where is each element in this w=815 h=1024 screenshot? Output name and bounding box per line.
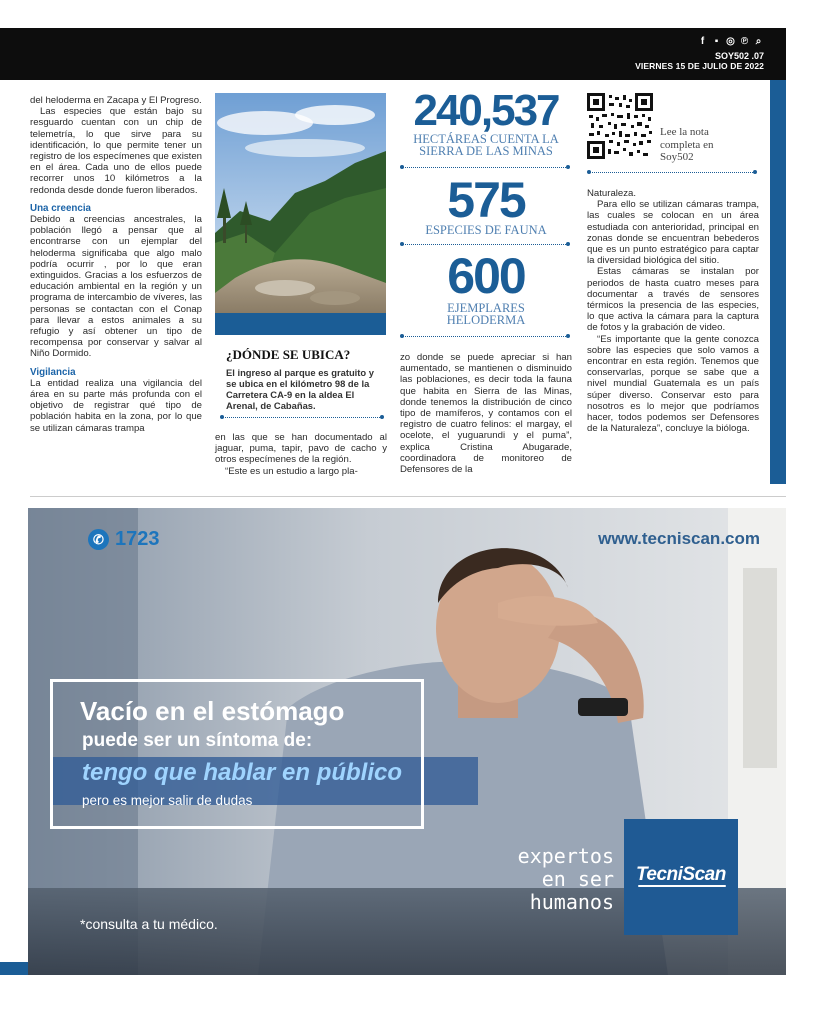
subheading: Una creencia	[30, 202, 91, 214]
accent-bar	[770, 80, 786, 484]
paragraph: Debido a creencias ancestrales, la población llegó a pensar que al encontrarse con un ejemplar del heloderma significaba que algo malo podría ocurrir , por lo que eran extinguidos. Gracias a los esfuerzos de educación ambiental en la región y un programa de intercambio de víveres, las personas se contactan con el Conap para llevar a estos animales a su refugio y así obtener un tipo de recompensa por conservar y salvar al Niño Dormido.	[30, 214, 202, 360]
article-column-4	[587, 188, 759, 434]
facebook-icon[interactable]: f	[700, 36, 705, 47]
stat-value-hectares: 240,537	[413, 86, 559, 135]
issue-date: VIERNES 15 DE JULIO DE 2022	[635, 61, 764, 71]
location-text: El ingreso al parque es gratuito y se ubica en el kilómetro 98 de la Carretera CA-9 en la aldea El Arenal, de Cabañas.	[226, 367, 374, 411]
subheading: Vigilancia	[30, 366, 76, 378]
dotted-divider	[589, 172, 755, 173]
paragraph: La entidad realiza una vigilancia del área en su parte más profunda con el objetivo de registrar qué tipo de población habita en la zona, por lo que se utilizan cámaras trampa	[30, 377, 202, 434]
paragraph: del heloderma en Zacapa y El Progreso.	[30, 95, 202, 106]
article-column-1	[30, 95, 202, 434]
ad-subheadline: puede ser un síntoma de:	[82, 730, 313, 751]
photo-caption-bar	[215, 313, 386, 335]
article-column-2	[215, 432, 387, 477]
article-column-3	[400, 352, 572, 475]
ad-highlight-text: tengo que hablar en público	[82, 759, 403, 786]
paragraph: Para ello se utilizan cámaras trampa, las cuales se colocan en un área estudiada con anterioridad, principal en zonas donde se encuentran bebederos que es un punto estratégico para captar la diversidad biológica del sitio.	[587, 199, 759, 267]
stat-label-heloderma: EJEMPLARES HELODERMA	[446, 301, 526, 327]
stat-label-hectares: HECTÁREAS CUENTA LA SIERRA DE LAS MINAS	[413, 132, 559, 158]
phone-icon: ✆	[88, 529, 109, 550]
brand-logo: TecniScan	[636, 864, 726, 885]
ad-tagline: expertos en ser humanos	[517, 844, 614, 914]
ad-phone[interactable]: ✆ 1723	[88, 528, 160, 551]
dotted-divider	[402, 336, 568, 337]
ad-website-link[interactable]: www.tecniscan.com	[598, 529, 760, 548]
twitter-icon[interactable]: ▪	[714, 36, 719, 47]
ad-headline: Vacío en el estómago	[80, 696, 345, 726]
brand-swoosh	[638, 885, 726, 887]
accent-bar	[0, 962, 28, 975]
paragraph: Naturaleza.	[587, 188, 637, 199]
instagram-icon[interactable]: ◎	[726, 36, 735, 47]
section-divider	[30, 496, 786, 497]
ad-small-text: pero es mejor salir de dudas	[82, 793, 253, 808]
page-number: SOY502 .07	[714, 51, 764, 61]
dotted-divider	[402, 244, 568, 245]
qr-caption: Lee la nota completa en Soy502	[660, 126, 714, 163]
ad-disclaimer: *consulta a tu médico.	[80, 916, 218, 932]
dotted-divider	[402, 167, 568, 168]
paragraph: Estas cámaras se instalan por periodos de hasta cuatro meses para documentar a través de sensores térmicos la presencia de las especies, lo que activa la cámara para la captura de fotos y la grabación de video.	[587, 266, 759, 334]
paragraph: en las que se han documentado al jaguar, puma, tapir, pavo de cacho y otros especímenes de la región.	[215, 432, 387, 466]
advertisement[interactable]	[28, 508, 786, 975]
paragraph: “Es importante que la gente conozca sobre las especies que solo vamos a encontrar en esta región. Tenemos que conservarlas, porque se sabe que a nivel mundial Guatemala es un país súper diverso. Conservar esto para nosotros es lo mejor que podríamos hacer, todos podemos ser Defensores de la Naturaleza”, concluye la bióloga.	[587, 333, 759, 435]
stat-label-species: ESPECIES DE FAUNA	[425, 223, 547, 237]
paragraph: “Este es un estudio a largo pla-	[225, 465, 358, 477]
social-icons	[697, 36, 764, 47]
search-icon[interactable]: ⌕	[755, 36, 762, 47]
paragraph: zo donde se puede apreciar si han aumentado, se mantienen o disminuido las poblaciones, es decir toda la fauna que habita en Sierra de las Minas, donde tenemos la distribución de cinco tipo de mamíferos, y contamos con el registro de cuatro felinos: el margay, el ocelote, el yuguarundi y el puma”, explica Cristina Abugarade, coordinadora de monitoreo de Defensores de la	[400, 352, 572, 476]
location-title: ¿DÓNDE SE UBICA?	[226, 347, 351, 362]
qr-code[interactable]	[587, 93, 653, 159]
pinterest-icon[interactable]: ℗	[740, 36, 749, 47]
page-header	[0, 28, 786, 80]
stat-value-species: 575	[447, 172, 525, 228]
dotted-divider	[222, 417, 382, 418]
paragraph: Las especies que están bajo su resguardo cuentan con un chip de telemetría, lo que sirve para su identificación, lo que permite tener un registro de los especímenes que existen en el área. Cada uno de ellos puede recorrer unos 10 kilómetros a la redonda desde donde fueron liberados.	[30, 106, 202, 196]
stat-value-heloderma: 600	[447, 248, 525, 304]
landscape-photo	[215, 93, 386, 313]
